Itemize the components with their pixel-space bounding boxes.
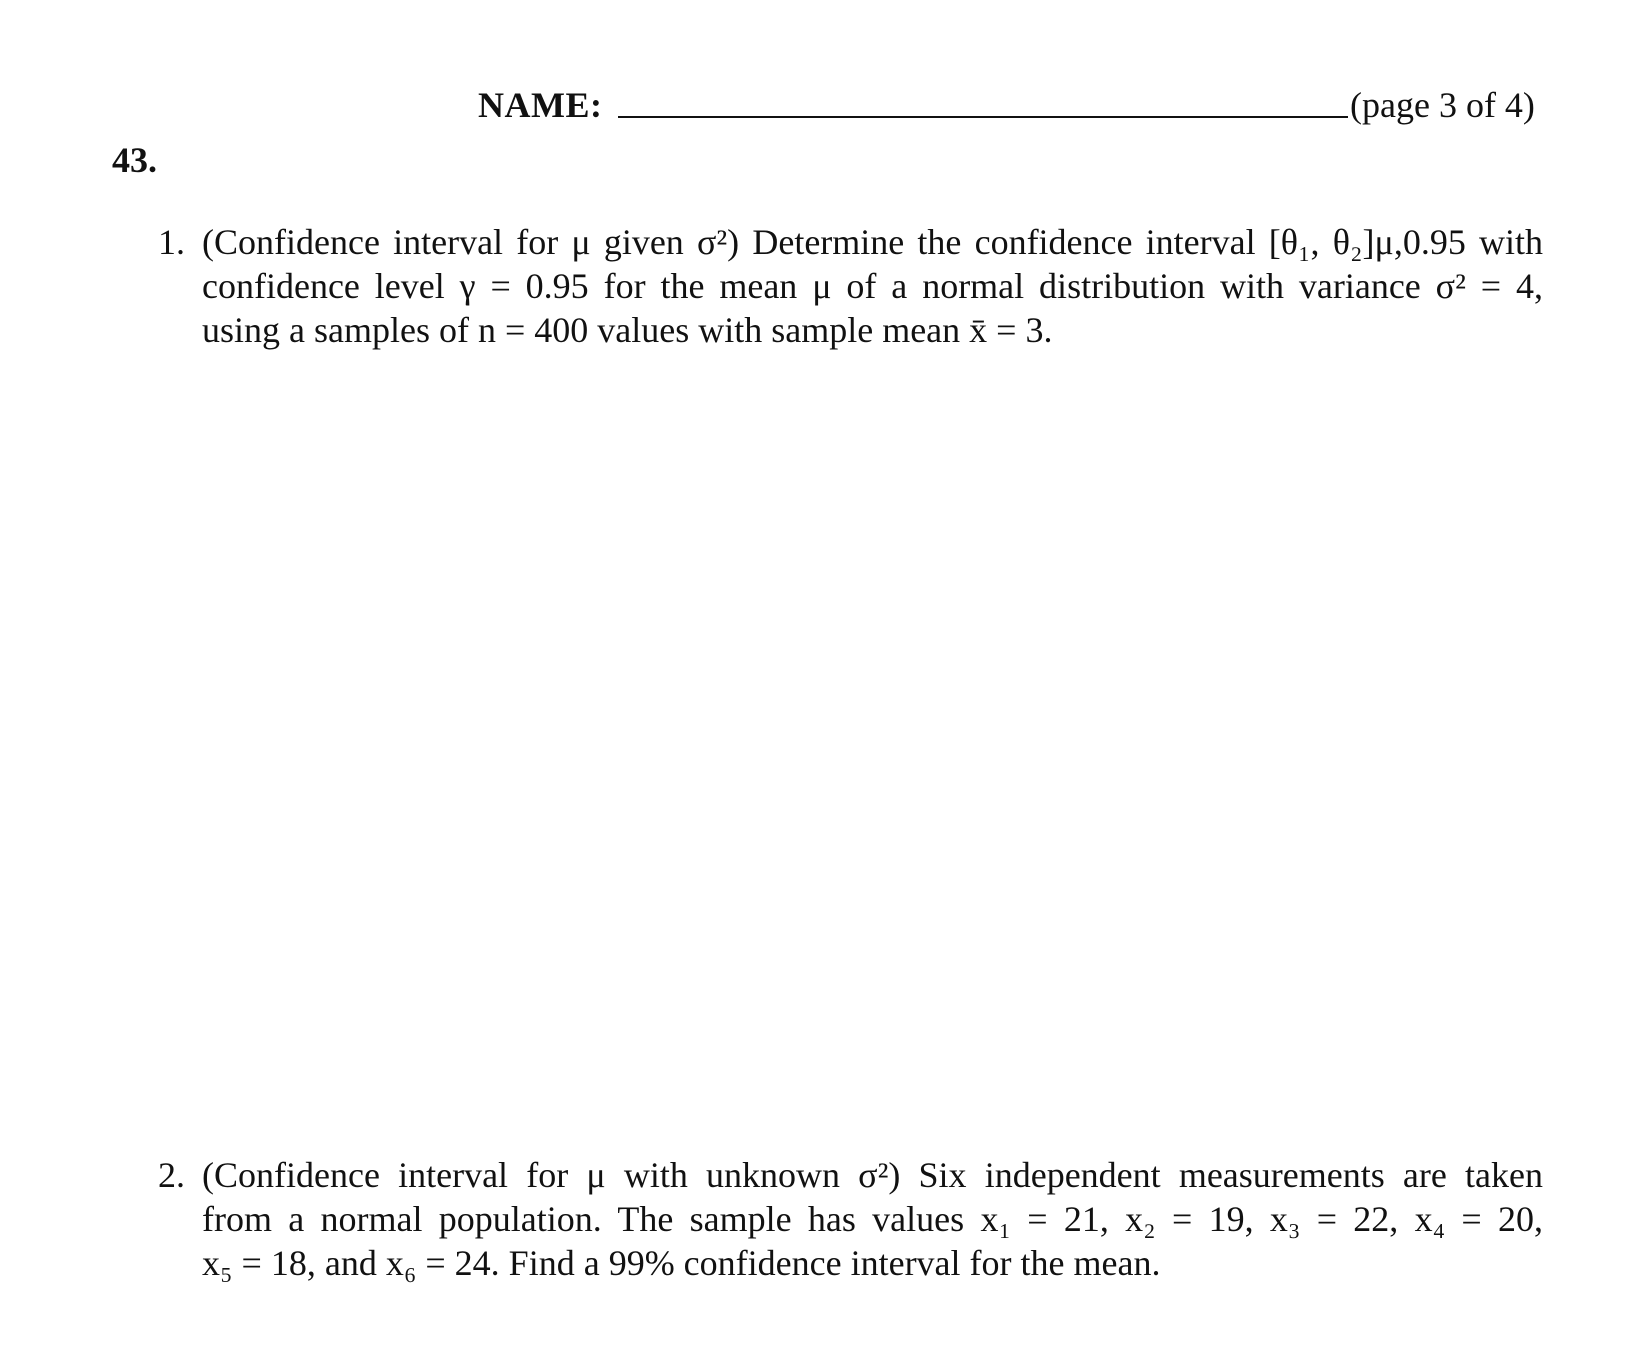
exam-number: 43.: [112, 140, 157, 180]
problem-text: [202, 220, 1543, 352]
problem-2: [158, 1153, 1543, 1285]
problem-1: [158, 220, 1543, 352]
problem-number: 2.: [158, 1155, 185, 1195]
problem-line: confidence level γ = 0.95 for the mean μ of a normal distribution with variance σ² = 4,: [202, 266, 1543, 306]
problem-text: [202, 1153, 1543, 1285]
problem-line: using a samples of n = 400 values with sample mean x̄ = 3.: [202, 310, 1053, 350]
problem-line: (Confidence interval for μ with unknown σ²) Six independent measurements are taken: [202, 1155, 1543, 1195]
name-label: NAME:: [478, 85, 603, 125]
problem-line: (Confidence interval for μ given σ²) Determine the confidence interval [θ₁, θ₂]μ,0.95 with: [202, 222, 1543, 262]
problem-line: x₅ = 18, and x₆ = 24. Find a 99% confidence interval for the mean.: [202, 1243, 1161, 1283]
page-indicator: (page 3 of 4): [1350, 85, 1535, 125]
problem-line: from a normal population. The sample has values x₁ = 21, x₂ = 19, x₃ = 22, x₄ = 20,: [202, 1199, 1543, 1239]
name-blank-line[interactable]: [618, 116, 1348, 118]
problem-number: 1.: [158, 222, 185, 262]
